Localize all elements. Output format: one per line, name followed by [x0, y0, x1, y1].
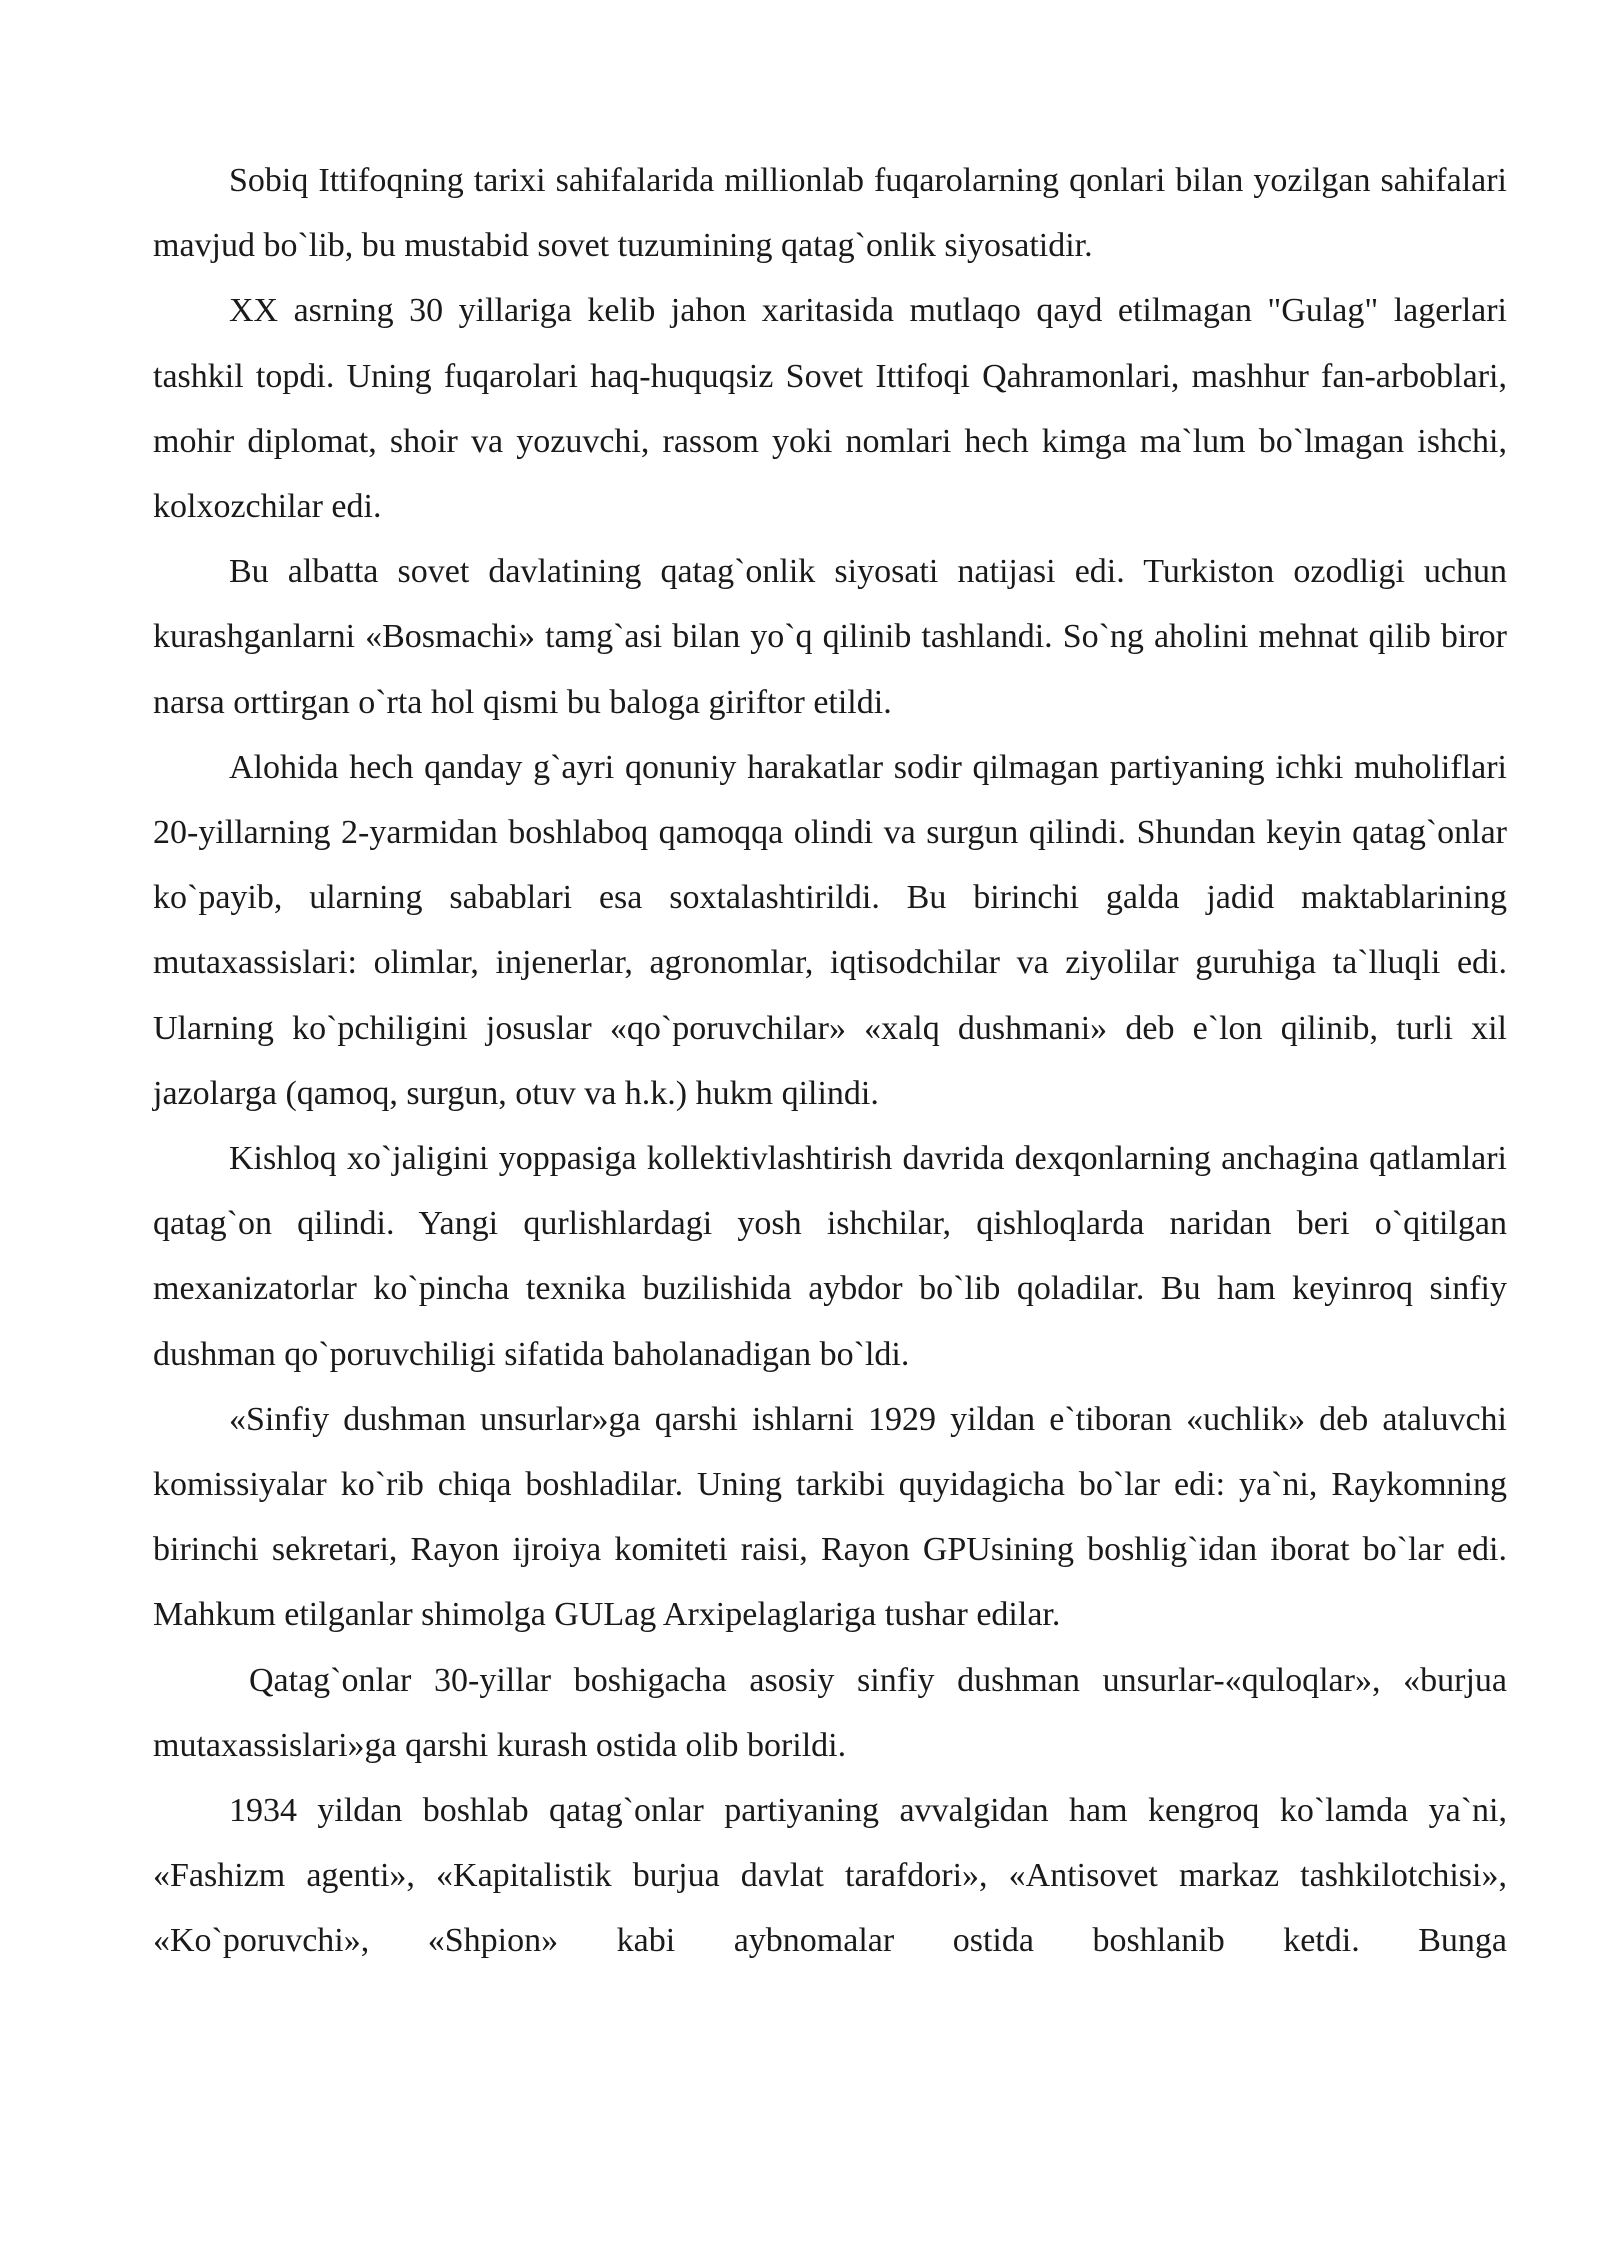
paragraph-4: Alohida hech qanday g`ayri qonuniy harakatlar sodir qilmagan partiyaning ichki muholiflari 20-yillarning 2-yarmidan boshlaboq qamoqqa olindi va surgun qilindi. Shundan keyin qatag`onlar ko`payib, ularning sabablari esa soxtalashtirildi. Bu birinchi galda jadid maktablarining mutaxassislari: olimlar, injenerlar, agronomlar, iqtisodchilar va ziyolilar guruhiga ta`lluqli edi. Ularning ko`pchiligini josuslar «qo`poruvchilar» «xalq dushmani» deb e`lon qilinib, turli xil jazolarga (qamoq, surgun, otuv va h.k.) hukm qilindi.	[153, 748, 1507, 1112]
document-page	[153, 148, 1507, 1974]
paragraph-5: Kishloq xo`jaligini yoppasiga kollektivlashtirish davrida dexqonlarning anchagina qatlamlari qatag`on qilindi. Yangi qurlishlardagi yosh ishchilar, qishloqlarda naridan beri o`qitilgan mexanizatorlar ko`pincha texnika buzilishida aybdor bo`lib qoladilar. Bu ham keyinroq sinfiy dushman qo`poruvchiligi sifatida baholanadigan bo`ldi.	[153, 1140, 1507, 1373]
paragraph-1: Sobiq Ittifoqning tarixi sahifalarida millionlab fuqarolarning qonlari bilan yozilgan sahifalari mavjud bo`lib, bu mustabid sovet tuzumining qatag`onlik siyosatidir.	[153, 162, 1507, 265]
paragraph-2: XX asrning 30 yillariga kelib jahon xaritasida mutlaqo qayd etilmagan "Gulag" lagerlari tashkil topdi. Uning fuqarolari haq-huquqsiz Sovet Ittifoqi Qahramonlari, mashhur fan-arboblari, mohir diplomat, shoir va yozuvchi, rassom yoki nomlari hech kimga ma`lum bo`lmagan ishchi, kolxozchilar edi.	[153, 292, 1507, 526]
paragraph-8: 1934 yildan boshlab qatag`onlar partiyaning avvalgidan ham kengroq ko`lamda ya`ni, «Fashizm agenti», «Kapitalistik burjua davlat tarafdori», «Antisovet markaz tashkilotchisi», «Ko`poruvchi», «Shpion» kabi aybnomalar ostida boshlanib ketdi. Bunga	[153, 1792, 1507, 1960]
paragraph-6: «Sinfiy dushman unsurlar»ga qarshi ishlarni 1929 yildan e`tiboran «uchlik» deb ataluvchi komissiyalar ko`rib chiqa boshladilar. Uning tarkibi quyidagicha bo`lar edi: ya`ni, Raykomning birinchi sekretari, Rayon ijroiya komiteti raisi, Rayon GPUsining boshlig`idan iborat bo`lar edi. Mahkum etilganlar shimolga GULag Arxipelaglariga tushar edilar.	[153, 1400, 1507, 1634]
paragraph-3: Bu albatta sovet davlatining qatag`onlik siyosati natijasi edi. Turkiston ozodligi uchun kurashganlarni «Bosmachi» tamg`asi bilan yo`q qilinib tashlandi. So`ng aholini mehnat qilib biror narsa orttirgan o`rta hol qismi bu baloga giriftor etildi.	[153, 553, 1507, 721]
paragraph-7: Qatag`onlar 30-yillar boshigacha asosiy sinfiy dushman unsurlar-«quloqlar», «burjua mutaxassislari»ga qarshi kurash ostida olib borildi.	[153, 1661, 1507, 1764]
